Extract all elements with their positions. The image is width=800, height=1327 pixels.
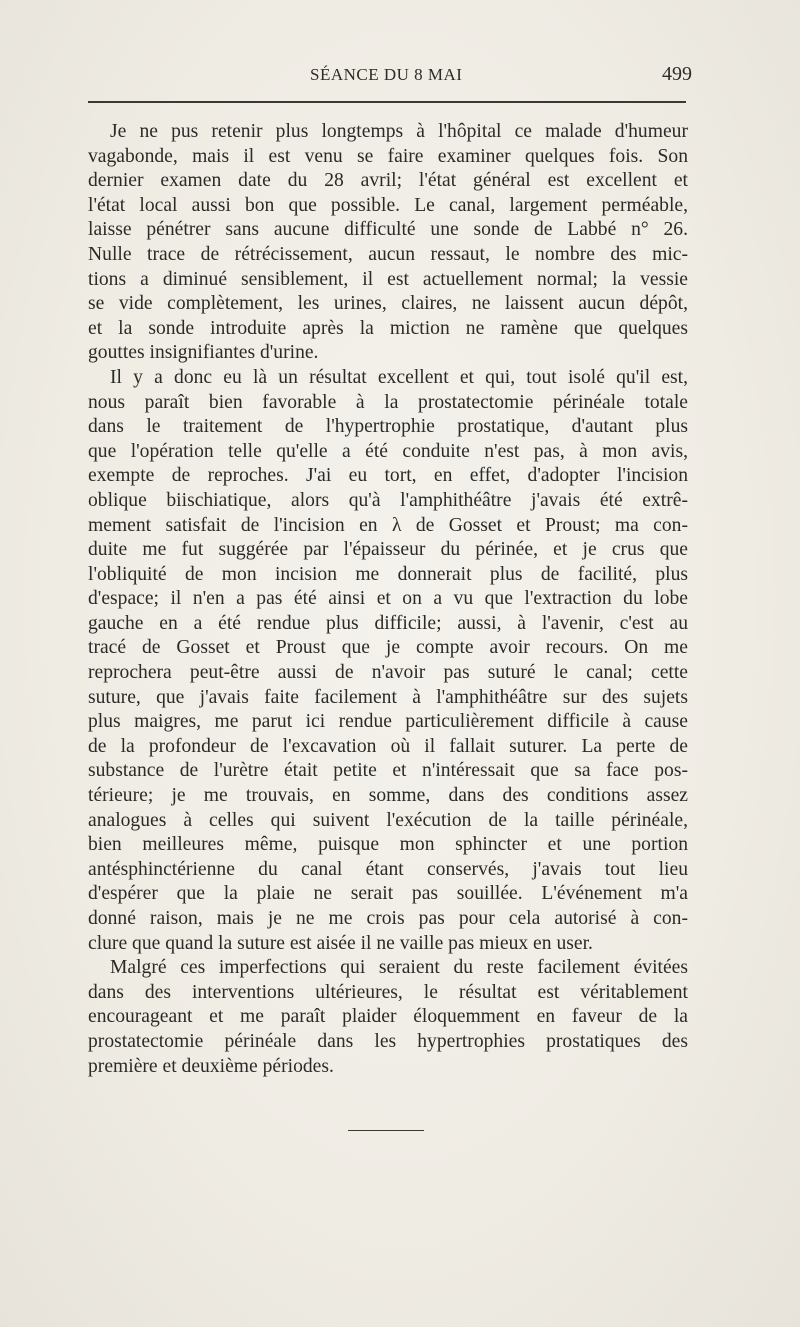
text-line: dans des interventions ultérieures, le résultat est véritablement <box>88 981 688 1003</box>
text-line: duite me fut suggérée par l'épaisseur du périnée, et je crus que <box>88 539 688 561</box>
end-rule <box>348 1130 424 1131</box>
text-line: première et deuxième périodes. <box>88 1055 334 1077</box>
text-line: bien meilleures même, puisque mon sphincter et une portion <box>88 834 688 856</box>
text-line: gauche en a été rendue plus difficile; aussi, à l'avenir, c'est au <box>88 612 688 634</box>
page-header <box>88 63 692 89</box>
body-text <box>88 120 688 1079</box>
text-line: oblique biischiatique, alors qu'à l'amphithéâtre j'avais été extrê- <box>88 489 688 511</box>
text-line: mement satisfait de l'incision en λ de Gosset et Proust; ma con- <box>88 514 688 536</box>
text-line: dans le traitement de l'hypertrophie prostatique, d'autant plus <box>88 416 688 438</box>
text-line: analogues à celles qui suivent l'exécution de la taille périnéale, <box>88 809 688 831</box>
text-line: reprochera peut-être aussi de n'avoir pas suturé le canal; cette <box>88 662 688 684</box>
text-line: plus maigres, me parut ici rendue particulièrement difficile à cause <box>88 711 688 733</box>
text-line: se vide complètement, les urines, claires, ne laissent aucun dépôt, <box>88 293 688 315</box>
text-line: Nulle trace de rétrécissement, aucun ressaut, le nombre des mic- <box>88 243 688 265</box>
text-line: Je ne pus retenir plus longtemps à l'hôpital ce malade d'humeur <box>110 121 688 142</box>
text-line: que l'opération telle qu'elle a été conduite n'est pas, à mon avis, <box>88 440 688 462</box>
text-line: Il y a donc eu là un résultat excellent et qui, tout isolé qu'il est, <box>110 366 688 388</box>
text-line: laisse pénétrer sans aucune difficulté une sonde de Labbé n° 26. <box>88 219 688 241</box>
text-line: antésphinctérienne du canal étant conservés, j'avais tout lieu <box>88 858 688 880</box>
text-line: clure que quand la suture est aisée il ne vaille pas mieux en user. <box>88 932 593 954</box>
text-line: tions a diminué sensiblement, il est actuellement normal; la vessie <box>88 268 688 290</box>
text-line: et la sonde introduite après la miction ne ramène que quelques <box>88 317 688 339</box>
text-line: substance de l'urètre était petite et n'intéressait que sa face pos- <box>88 760 688 782</box>
running-title: SÉANCE DU 8 MAI <box>310 65 463 84</box>
text-line: nous paraît bien favorable à la prostatectomie périnéale totale <box>88 391 688 413</box>
text-line: vagabonde, mais il est venu se faire examiner quelques fois. Son <box>88 145 688 167</box>
text-line: dernier examen date du 28 avril; l'état général est excellent et <box>88 170 688 192</box>
text-line: d'espérer que la plaie ne serait pas souillée. L'événement m'a <box>88 883 688 905</box>
paragraph-2 <box>88 366 688 956</box>
text-line: encourageant et me paraît plaider éloquemment en faveur de la <box>88 1006 688 1028</box>
text-line: tracé de Gosset et Proust que je compte avoir recours. On me <box>88 637 688 659</box>
text-line: d'espace; il n'en a pas été ainsi et on a vu que l'extraction du lobe <box>88 588 688 610</box>
paragraph-3 <box>88 956 688 1079</box>
text-line: l'état local aussi bon que possible. Le canal, largement perméable, <box>88 194 688 216</box>
text-line: prostatectomie périnéale dans les hypertrophies prostatiques des <box>88 1030 688 1052</box>
text-line: térieure; je me trouvais, en somme, dans des conditions assez <box>88 785 688 807</box>
text-line: Malgré ces imperfections qui seraient du reste facilement évitées <box>110 957 688 979</box>
text-line: suture, que j'avais faite facilement à l'amphithéâtre sur des sujets <box>88 686 688 708</box>
text-line: exempte de reproches. J'ai eu tort, en effet, d'adopter l'incision <box>88 465 688 487</box>
text-line: l'obliquité de mon incision me donnerait plus de facilité, plus <box>88 563 688 585</box>
header-rule <box>88 101 686 103</box>
page-number: 499 <box>662 63 692 85</box>
text-line: donné raison, mais je ne me crois pas pour cela autorisé à con- <box>88 908 688 929</box>
paragraph-1 <box>88 120 688 366</box>
text-line: gouttes insignifiantes d'urine. <box>88 342 319 364</box>
text-line: de la profondeur de l'excavation où il fallait suturer. La perte de <box>88 735 688 757</box>
